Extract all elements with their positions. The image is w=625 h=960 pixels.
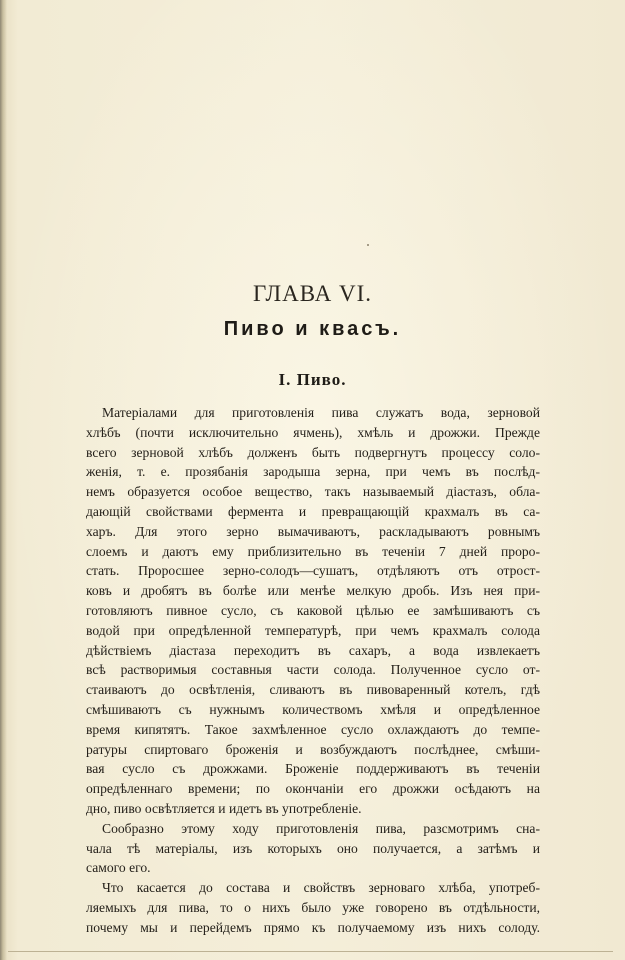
text-line: самого его.: [86, 860, 151, 876]
text-line: водой при опредѣленной температурѣ, при чемъ крахмалъ солода: [86, 622, 540, 638]
text-line: дѣйствіемъ діастаза переходитъ въ сахаръ, а вода извлекаетъ: [86, 642, 540, 658]
text-line: время кипятятъ. Такое захмѣленное сусло охлаждаютъ до темпе-: [86, 721, 540, 737]
page-binding-edge: [0, 0, 7, 960]
text-line: дно, пиво освѣтляется и идетъ въ употребленіе.: [86, 800, 362, 816]
text-line: ратуры спиртоваго броженія и возбуждаютъ послѣднее, смѣши-: [86, 741, 540, 757]
page-bottom-edge: [8, 951, 613, 952]
text-line: Сообразно этому ходу приготовленія пива, разсмотримъ сна-: [102, 820, 540, 836]
body-text: [86, 403, 540, 938]
text-line: слоемъ и даютъ ему приблизительно въ теченіи 7 дней проро-: [86, 543, 540, 559]
chapter-subtitle: Пиво и квасъ.: [223, 318, 402, 340]
text-line: всего зерновой хлѣбъ долженъ быть подвергнутъ процессу соло-: [86, 444, 540, 460]
text-line: ковъ и дробятъ въ болѣе или менѣе мелкую дробь. Изъ нея при-: [86, 583, 540, 599]
text-line: Что касается до состава и свойствъ зерноваго хлѣба, употреб-: [102, 880, 540, 896]
text-line: опредѣленнаго времени; по окончаніи его дрожжи осѣдаютъ на: [86, 781, 540, 797]
text-line: женія, т. е. прозябанія зародыша зерна, при чемъ въ послѣд-: [86, 464, 540, 480]
chapter-title: ГЛАВА VI.: [252, 281, 373, 306]
text-line: ляемыхъ для пива, то о нихъ было уже говорено въ отдѣльности,: [86, 899, 540, 915]
text-line: стаиваютъ до освѣтленія, сливаютъ въ пивоваренный котелъ, гдѣ: [86, 682, 540, 698]
text-line: всѣ растворимыя составныя части солода. Полученное сусло от-: [86, 662, 540, 678]
text-line: вая сусло съ дрожжами. Броженіе поддерживаютъ въ теченіи: [86, 761, 540, 777]
text-line: харъ. Для этого зерно вымачиваютъ, раскладываютъ ровнымъ: [86, 523, 540, 539]
text-line: дающій свойствами фермента и превращающій крахмалъ въ са-: [86, 503, 540, 519]
text-line: немъ образуется особое вещество, такъ называемый діастазъ, обла-: [86, 484, 540, 500]
text-line: готовляютъ пивное сусло, съ каковой цѣлью ее замѣшиваютъ съ: [86, 602, 540, 618]
text-line: смѣшиваютъ съ нужнымъ количествомъ хмѣля и опредѣленное: [86, 701, 540, 717]
text-line: почему мы и перейдемъ прямо къ получаемому изъ нихъ солоду.: [86, 919, 540, 935]
text-line: Матеріалами для приготовленія пива служатъ вода, зерновой: [102, 405, 540, 420]
text-line: стать. Проросшее зерно-солодъ—сушатъ, отдѣляютъ отъ отрост-: [86, 563, 540, 579]
text-line: хлѣбъ (почти исключительно ячмень), хмѣль и дрожжи. Прежде: [86, 424, 540, 440]
text-line: чала тѣ матеріалы, изъ которыхъ оно получается, а затѣмъ и: [86, 840, 540, 856]
section-title: I. Пиво.: [278, 370, 347, 389]
paper-speck: [367, 244, 369, 246]
